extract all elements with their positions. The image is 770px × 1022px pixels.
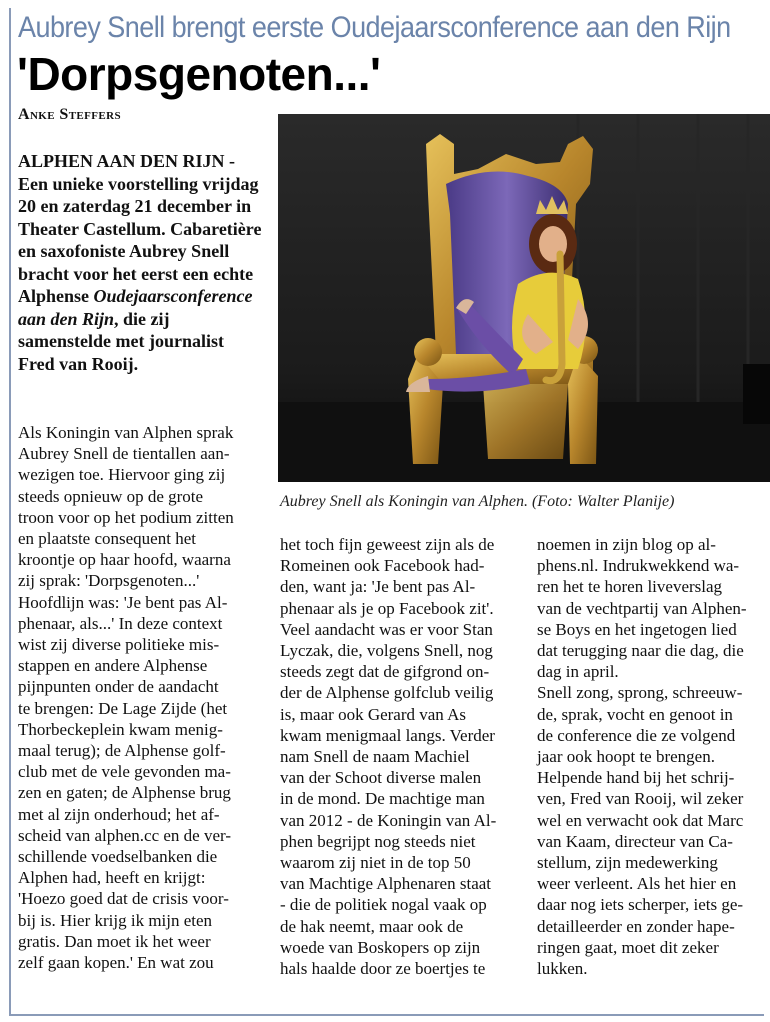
body-line: te brengen: De Lage Zijde (het: [18, 698, 228, 718]
body-line: pijnpunten onder de aandacht: [18, 677, 219, 697]
body-line: daar nog iets scherper, iets ge-: [537, 895, 744, 915]
body-line: Veel aandacht was er voor Stan: [280, 619, 493, 639]
body-line: is, maar ook Gerard van As: [280, 704, 467, 724]
body-line: ringen gaat, moet dit zeker: [537, 937, 719, 957]
body-line: scheid van alphen.cc en de ver-: [18, 825, 231, 845]
photo-illustration: [278, 114, 770, 482]
body-column-1: [18, 422, 264, 973]
body-line: met al zijn onderhoud; het af-: [18, 804, 220, 824]
body-line: stappen en andere Alphense: [18, 656, 208, 676]
body-line: weer verleent. Als het hier en: [537, 874, 737, 894]
body-column-3: [537, 534, 770, 979]
body-line: wist zij diverse politieke mis-: [18, 635, 220, 655]
body-line: zelf gaan kopen.' En wat zou: [18, 953, 214, 973]
body-line: dat terugging naar die dag, die: [537, 641, 744, 661]
body-line: Alphen had, heeft en krijgt:: [18, 868, 206, 888]
body-line: jaar ook hoopt te brengen.: [537, 747, 715, 767]
lead-italic: Oudejaarsconference aan den Rijn: [18, 286, 253, 329]
body-line: in de mond. De machtige man: [280, 789, 485, 809]
body-line: phen begrijpt nog steeds niet: [280, 831, 476, 851]
body-line: stellum, zijn medewerking: [537, 853, 718, 873]
photo-caption: Aubrey Snell als Koningin van Alphen. (Foto: Walter Planije): [280, 493, 675, 510]
body-line: lukken.: [537, 959, 588, 979]
body-line: zen en gaten; de Alphense brug: [18, 783, 231, 803]
body-line: steeds opnieuw op de grote: [18, 486, 204, 506]
body-line: detailleerder en zonder hape-: [537, 916, 735, 936]
body-line: - die de politiek nogal vaak op: [280, 895, 487, 915]
body-line: Hoofdlijn was: 'Je bent pas Al-: [18, 592, 228, 612]
body-line: de, sprak, vocht en genoot in: [537, 704, 733, 724]
body-line: 'Hoezo goed dat de crisis voor-: [18, 889, 229, 909]
body-line: wel en verwacht ook dat Marc: [537, 810, 744, 830]
body-line: kroontje op haar hoofd, waarna: [18, 550, 231, 570]
body-line: club met de vele gevonden ma-: [18, 762, 231, 782]
body-line: van der Schoot diverse malen: [280, 768, 482, 788]
body-line: van 2012 - de Koningin van Al-: [280, 810, 497, 830]
body-line: phens.nl. Indrukwekkend wa-: [537, 556, 740, 576]
body-line: maal terug); de Alphense golf-: [18, 741, 226, 761]
body-line: Thorbeckeplein kwam menig-: [18, 719, 223, 739]
bottom-rule: [9, 1014, 764, 1016]
body-line: dag in april.: [537, 662, 619, 682]
article-headline: 'Dorpsgenoten...': [17, 48, 381, 100]
body-line: het toch fijn geweest zijn als de: [280, 535, 495, 554]
body-line: woede van Boskopers op zijn: [280, 937, 481, 957]
body-line: schillende voedselbanken die: [18, 847, 218, 867]
body-line: Als Koningin van Alphen sprak: [18, 423, 234, 442]
body-line: phenaar als je op Facebook zit'.: [280, 598, 494, 618]
body-line: Helpende hand bij het schrij-: [537, 768, 735, 788]
body-line: wezigen toe. Hiervoor ging zij: [18, 465, 226, 485]
body-line: kwam menigmaal langs. Verder: [280, 725, 495, 745]
body-line: en plaatste consequent het: [18, 529, 196, 549]
body-line: hals haalde door ze boertjes te: [280, 959, 486, 979]
body-line: se Boys en het ingetogen lied: [537, 619, 737, 639]
body-line: waarom zij niet in de top 50: [280, 853, 471, 873]
body-line: ven, Fred van Rooij, wil zeker: [537, 789, 744, 809]
body-line: gratis. Dan moet ik het weer: [18, 931, 211, 951]
body-line: Romeinen ook Facebook had-: [280, 556, 485, 576]
body-line: zij sprak: 'Dorpsgenoten...': [18, 571, 200, 591]
lead-text-1: - Een unieke voorstelling vrijdag 20 en zaterdag 21 december in Theater Castellum. Cabaretière en saxofoniste Aubrey Snell bracht voor het eerst een echte Alphense: [18, 151, 262, 306]
body-line: steeds zegt dat de gifgrond on-: [280, 662, 490, 682]
body-line: van Machtige Alphenaren staat: [280, 874, 492, 894]
article-photo: [278, 114, 770, 482]
lead-location: ALPHEN AAN DEN RIJN: [18, 151, 225, 171]
body-line: van Kaam, directeur van Ca-: [537, 831, 733, 851]
body-line: noemen in zijn blog op al-: [537, 535, 716, 554]
article-byline: Anke Steffers: [18, 106, 122, 123]
body-line: phenaar, als...' In deze context: [18, 613, 223, 633]
body-column-2: [280, 534, 518, 979]
body-line: der de Alphense golfclub veilig: [280, 683, 494, 703]
body-line: de hak neemt, maar ook de: [280, 916, 464, 936]
article-kicker: Aubrey Snell brengt eerste Oudejaarsconference aan den Rijn: [18, 11, 731, 44]
body-line: nam Snell de naam Machiel: [280, 747, 470, 767]
body-line: van de vechtpartij van Alphen-: [537, 598, 747, 618]
body-line: Aubrey Snell de tientallen aan-: [18, 444, 230, 464]
body-line: Snell zong, sprong, schreeuw-: [537, 683, 743, 703]
body-line: troon voor op het podium zitten: [18, 507, 234, 527]
left-column-rule: [9, 8, 11, 1014]
body-line: de conference die ze volgend: [537, 725, 736, 745]
body-line: ren het te horen liveverslag: [537, 577, 723, 597]
body-line: den, want ja: 'Je bent pas Al-: [280, 577, 476, 597]
lead-text-2: , die zij samenstelde met journalist Fred van Rooij.: [18, 308, 224, 374]
body-line: bij is. Hier krijg ik mijn eten: [18, 910, 213, 930]
body-line: Lyczak, die, volgens Snell, nog: [280, 641, 493, 661]
article-lead: [18, 150, 264, 375]
